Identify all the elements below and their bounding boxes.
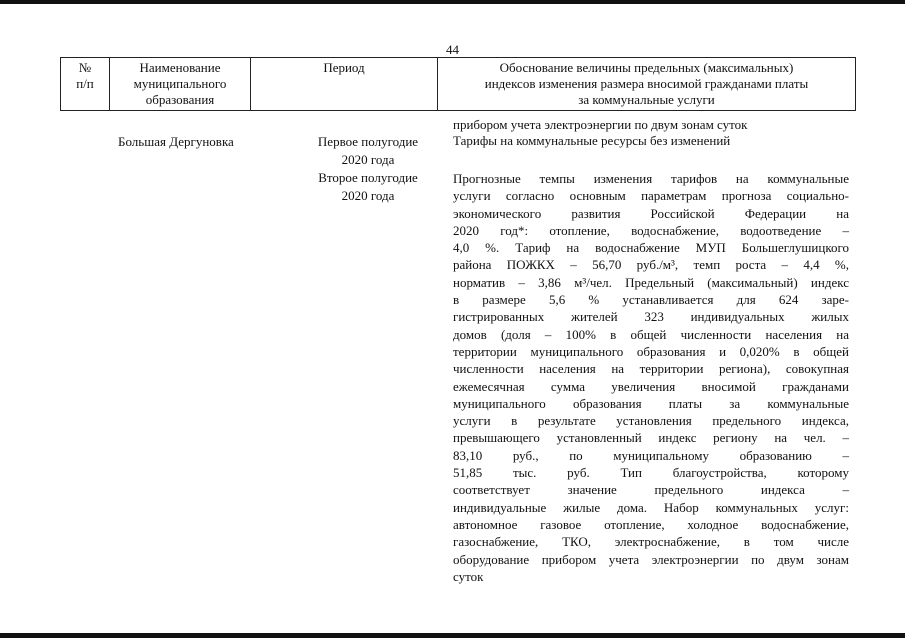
header-text: образования: [145, 92, 215, 107]
basis-line: автономное газовое отопление, холодное водоснабжение,: [453, 516, 849, 532]
basis-line: территории муниципального образования и 0,020% в общей: [453, 343, 849, 359]
basis-line: гистрированных жителей 323 индивидуальных жилых: [453, 309, 849, 325]
basis-line: норматив – 3,86 м³/чел. Предельный (максимальный) индекс: [453, 274, 849, 290]
period-second-half: [302, 169, 434, 205]
period-text: 2020 года: [341, 152, 395, 167]
basis-line: района ПОЖКХ – 56,70 руб./м³, темп роста – 4,4 %,: [453, 257, 849, 273]
basis-line: индивидуальные жилые дома. Набор коммунальных услуг:: [453, 499, 849, 515]
basis-line: ежемесячная сумма увеличения вносимой гражданами: [453, 378, 849, 394]
header-text: п/п: [76, 76, 94, 91]
basis-line: домов (доля – 100% в общей численности населения на: [453, 326, 849, 342]
page-number: 44: [446, 42, 459, 57]
header-col-number: [60, 58, 109, 110]
header-col-municipality: [109, 58, 250, 110]
basis-line: Прогнозные темпы изменения тарифов на коммунальные: [453, 171, 849, 186]
tariff-note: Тарифы на коммунальные ресурсы без изменений: [453, 133, 731, 148]
basis-line: муниципального образования платы за коммунальные: [453, 395, 849, 411]
basis-line: услуги согласно основным параметрам прогноза социально-: [453, 188, 849, 204]
basis-line: численности населения на территории региона), совокупная: [453, 361, 849, 377]
basis-line: газоснабжение, ТКО, электроснабжение, в том числе: [453, 534, 849, 550]
header-text: муниципального: [133, 76, 227, 91]
header-text: Период: [323, 60, 365, 75]
basis-paragraph: [453, 170, 849, 585]
header-text: №: [78, 60, 92, 75]
header-text: за коммунальные услуги: [578, 92, 715, 107]
header-text: индексов изменения размера вносимой гражданами платы: [484, 76, 809, 91]
basis-line: оборудование прибором учета электроэнергии по двум зонам: [453, 551, 849, 567]
header-text: Наименование: [139, 60, 221, 75]
basis-line: экономического развития Российской Федерации на: [453, 205, 849, 221]
header-col-basis: [437, 58, 856, 110]
header-col-period: [250, 58, 437, 110]
basis-line: услуги в результате установления предельного индекса,: [453, 413, 849, 429]
municipality-name: Большая Дергуновка: [118, 134, 234, 149]
basis-line: в размере 5,6 % устанавливается для 624 заре-: [453, 292, 849, 308]
table-header: [60, 57, 856, 111]
period-first-half: [302, 133, 434, 169]
period-text: Первое полугодие: [317, 134, 419, 149]
basis-line: суток: [453, 568, 484, 584]
basis-line: 2020 год*: отопление, водоснабжение, водоотведение –: [453, 222, 849, 238]
basis-line: соответствует значение предельного индекса –: [453, 482, 849, 498]
top-border: [0, 0, 905, 4]
basis-line: 83,10 руб., по муниципальному образованию –: [453, 447, 849, 463]
period-text: Второе полугодие: [318, 170, 418, 185]
basis-line: 51,85 тыс. руб. Тип благоустройства, которому: [453, 465, 849, 481]
continuation-text: прибором учета электроэнергии по двум зонам суток: [453, 117, 748, 132]
basis-line: 4,0 %. Тариф на водоснабжение МУП Большеглушицкого: [453, 240, 849, 256]
header-text: Обоснование величины предельных (максимальных): [499, 60, 794, 75]
basis-line: превышающего установленный индекс региону на чел. –: [453, 430, 849, 446]
period-text: 2020 года: [341, 188, 395, 203]
bottom-border: [0, 633, 905, 638]
